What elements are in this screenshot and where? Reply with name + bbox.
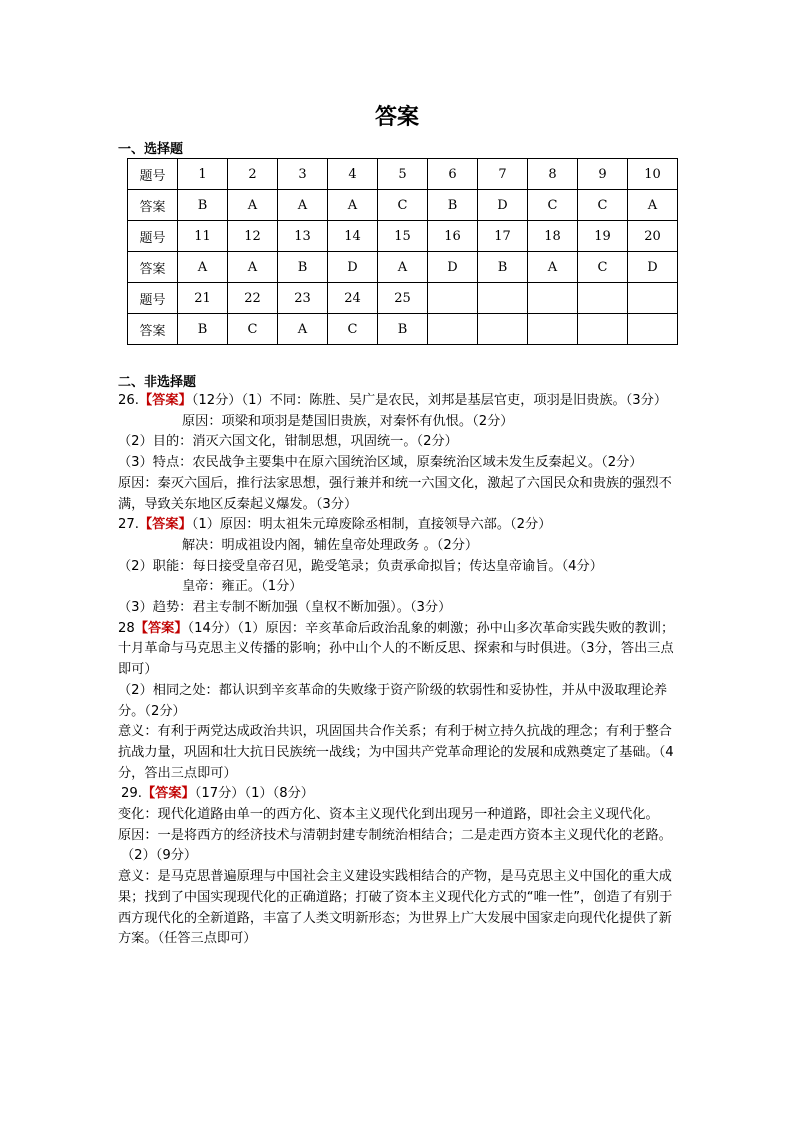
table-cell xyxy=(628,314,678,345)
table-cell: 7 xyxy=(478,159,528,190)
table-row xyxy=(128,190,678,221)
q28-line-1: 28【答案】（14分）（1）原因：辛亥革命后政治乱象的刺激；孙中山多次革命实践失败的教训；十月革命与马克思主义传播的影响；孙中山个人的不断反思、探索和与时俱进。（3分，答出三点即可） xyxy=(118,620,675,678)
table-cell: 6 xyxy=(428,159,478,190)
table-cell: C xyxy=(578,252,628,283)
section-heading-open: 二、非选择题 xyxy=(118,375,197,390)
table-cell xyxy=(578,314,628,345)
table-cell: B xyxy=(428,190,478,221)
q27-line-5: （3）趋势：君主专制不断加强（皇权不断加强）。（3分） xyxy=(118,600,452,616)
q27-line-2: 解决：明成祖设内阁，辅佐皇帝处理政务 。（2分） xyxy=(182,537,479,553)
table-cell: 14 xyxy=(328,221,378,252)
table-cell: B xyxy=(178,190,228,221)
table-cell: 11 xyxy=(178,221,228,252)
table-cell: 18 xyxy=(528,221,578,252)
table-cell: 10 xyxy=(628,159,678,190)
table-cell: A xyxy=(228,190,278,221)
table-cell xyxy=(628,283,678,314)
table-cell: 21 xyxy=(178,283,228,314)
table-cell: A xyxy=(278,314,328,345)
page-title: 答案 xyxy=(374,104,419,130)
table-cell xyxy=(578,283,628,314)
table-cell: 8 xyxy=(528,159,578,190)
question-number: 28 xyxy=(118,620,135,636)
table-cell: 4 xyxy=(328,159,378,190)
question-number: 26. xyxy=(118,393,139,408)
table-cell: C xyxy=(578,190,628,221)
table-row xyxy=(128,159,678,190)
table-cell: 9 xyxy=(578,159,628,190)
table-cell: 13 xyxy=(278,221,328,252)
answer-tag: 【答案】 xyxy=(141,786,195,802)
table-cell xyxy=(528,283,578,314)
table-cell: 2 xyxy=(228,159,278,190)
row-label: 答案 xyxy=(128,252,178,283)
table-cell xyxy=(428,314,478,345)
table-cell: C xyxy=(378,190,428,221)
answer-tag: 【答案】 xyxy=(138,393,192,408)
table-cell: D xyxy=(328,252,378,283)
q26-line-4: （3）特点：农民战争主要集中在原六国统治区域，原秦统治区域未发生反秦起义。（2分） xyxy=(118,455,643,471)
table-cell: 1 xyxy=(178,159,228,190)
table-cell: 25 xyxy=(378,283,428,314)
answer-tag: 【答案】 xyxy=(138,517,192,533)
row-label: 答案 xyxy=(128,190,178,221)
table-cell: 3 xyxy=(278,159,328,190)
q27-line-4: 皇帝：雍正。（1分） xyxy=(182,579,303,595)
table-cell xyxy=(428,283,478,314)
table-cell: 15 xyxy=(378,221,428,252)
table-cell: A xyxy=(328,190,378,221)
table-row xyxy=(128,314,678,345)
q26-line-5: 原因：秦灭六国后，推行法家思想，强行兼并和统一六国文化，激起了六国民众和贵族的强烈不满，导致关东地区反秦起义爆发。（3分） xyxy=(118,475,672,512)
table-cell: 16 xyxy=(428,221,478,252)
table-cell: 12 xyxy=(228,221,278,252)
table-cell: 5 xyxy=(378,159,428,190)
table-cell: 22 xyxy=(228,283,278,314)
table-cell: A xyxy=(228,252,278,283)
table-cell: 24 xyxy=(328,283,378,314)
table-cell xyxy=(478,314,528,345)
table-cell: C xyxy=(528,190,578,221)
answer-table xyxy=(127,158,678,345)
table-cell: D xyxy=(478,190,528,221)
q29-line-5: 意义：是马克思普遍原理与中国社会主义建设实践相结合的产物，是马克思主义中国化的重大成果；找到了中国实现现代化的正确道路；打破了资本主义现代化方式的“唯一性”，创造了有别于西方现代化的全新道路，丰富了人类文明新形态；为世界上广大发展中国家走向现代化提供了新方案。（任答三点即可） xyxy=(118,869,673,947)
q29-line-1: 29.【答案】（17分）（1）（8分） xyxy=(121,786,314,802)
table-cell: 17 xyxy=(478,221,528,252)
row-label: 题号 xyxy=(128,221,178,252)
table-cell: A xyxy=(528,252,578,283)
table-cell: 19 xyxy=(578,221,628,252)
table-cell: B xyxy=(278,252,328,283)
section-heading-choice: 一、选择题 xyxy=(118,142,184,157)
q29-line-4: （2）（9分） xyxy=(121,848,198,864)
q27-line-3: （2）职能：每日接受皇帝召见，跪受笔录；负责承命拟旨；传达皇帝谕旨。（4分） xyxy=(118,558,603,574)
answer-body xyxy=(118,391,678,950)
q26-line-2: 原因：项梁和项羽是楚国旧贵族，对秦怀有仇恨。（2分） xyxy=(182,413,514,429)
answer-tag: 【答案】 xyxy=(134,620,188,636)
table-cell: 23 xyxy=(278,283,328,314)
row-label: 题号 xyxy=(128,159,178,190)
table-cell: C xyxy=(228,314,278,345)
table-row xyxy=(128,221,678,252)
table-cell: 20 xyxy=(628,221,678,252)
table-cell: B xyxy=(378,314,428,345)
table-cell: A xyxy=(378,252,428,283)
table-cell: A xyxy=(178,252,228,283)
table-cell xyxy=(528,314,578,345)
q26-line-1: 26.【答案】（12分）（1）不同：陈胜、吴广是农民，刘邦是基层官吏，项羽是旧贵族。（3分） xyxy=(118,393,668,408)
table-cell: B xyxy=(478,252,528,283)
table-row xyxy=(128,252,678,283)
table-cell: D xyxy=(428,252,478,283)
table-cell: C xyxy=(328,314,378,345)
table-row xyxy=(128,283,678,314)
row-label: 题号 xyxy=(128,283,178,314)
table-cell: B xyxy=(178,314,228,345)
q26-line-3: （2）目的：消灭六国文化，钳制思想，巩固统一。（2分） xyxy=(118,434,458,450)
question-number: 27. xyxy=(118,517,139,533)
table-cell: A xyxy=(628,190,678,221)
table-cell: A xyxy=(278,190,328,221)
q29-line-2: 变化：现代化道路由单一的西方化、资本主义现代化到出现另一种道路，即社会主义现代化。 xyxy=(118,807,659,823)
table-cell: D xyxy=(628,252,678,283)
table-cell xyxy=(478,283,528,314)
row-label: 答案 xyxy=(128,314,178,345)
q28-line-3: 意义：有利于两党达成政治共识，巩固国共合作关系；有利于树立持久抗战的理念；有利于整合抗战力量，巩固和壮大抗日民族统一战线；为中国共产党革命理论的发展和成熟奠定了基础。（4分，答出三点即可） xyxy=(118,724,674,781)
q28-line-2: （2）相同之处：都认识到辛亥革命的失败缘于资产阶级的软弱性和妥协性，并从中汲取理论养分。（2分） xyxy=(118,682,668,719)
question-number: 29. xyxy=(121,786,142,802)
q27-line-1: 27.【答案】（1）原因：明太祖朱元璋废除丞相制，直接领导六部。（2分） xyxy=(118,517,552,533)
q29-line-3: 原因：一是将西方的经济技术与清朝封建专制统治相结合；二是走西方资本主义现代化的老路。 xyxy=(118,827,672,843)
